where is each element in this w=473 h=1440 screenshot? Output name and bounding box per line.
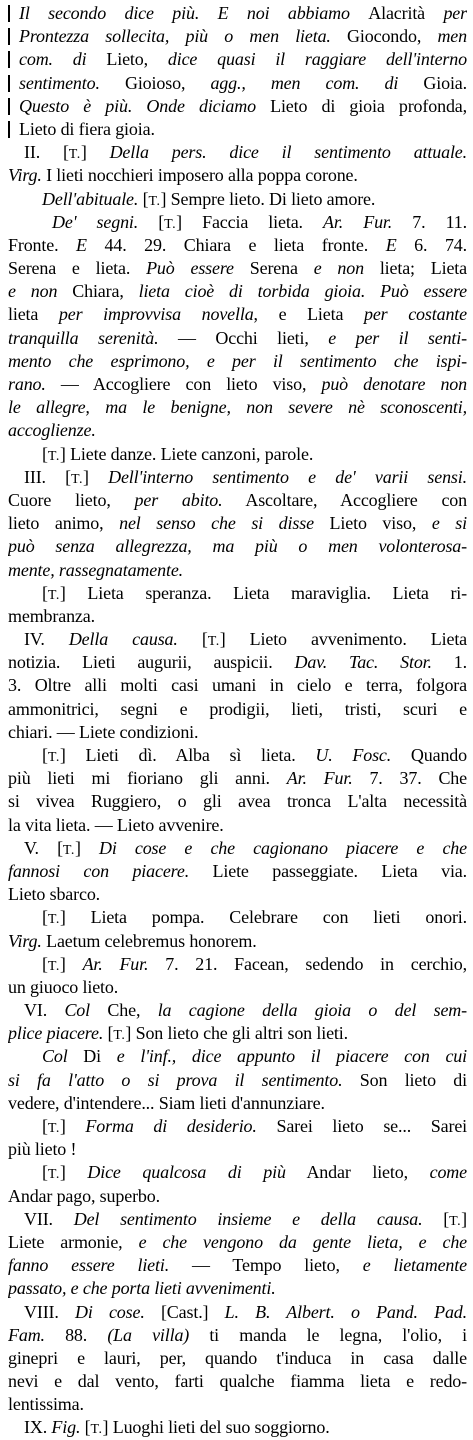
- text-line: un giuoco lieto.: [8, 976, 119, 997]
- margin-rule: [8, 75, 16, 92]
- margin-rule: [8, 51, 16, 68]
- text-line: Col Di e l'inf., dice appunto il piacere con cui: [42, 1046, 467, 1067]
- text-line: chiari. — Liete condizioni.: [8, 721, 199, 742]
- text-line: [T.] Lieti dì. Alba sì lieta. U. Fosc. Quando: [42, 745, 467, 765]
- text-line: sentimento. Gioioso, agg., men com. di Gioia.: [8, 72, 467, 95]
- text-line: plice piacere. [T.] Son lieto che gli altri son lieti.: [8, 1023, 348, 1044]
- text-line: Il secondo dice più. E noi abbiamo Alacrità per: [8, 2, 467, 25]
- text-line: mento che esprimono, e per il sentimento che ispi-: [8, 350, 467, 371]
- margin-rule: [8, 28, 16, 45]
- text-line: si vivea Ruggiero, o gli avea tronca L'alta necessità: [8, 791, 467, 812]
- text-line: Cuore lieto, per abito. Ascoltare, Accogliere con: [8, 489, 467, 510]
- text-line: VIII. Di cose. [Cast.] L. B. Albert. o Pand. Pad.: [24, 1301, 467, 1322]
- text-line: ginepri e lauri, per, quando t'induca in casa dalle: [8, 1347, 467, 1368]
- text-line: lentissima.: [8, 1394, 84, 1415]
- text-line: Virg. I lieti nocchieri imposero alla poppa corone.: [8, 165, 358, 186]
- text-line: notizia. Lieti augurii, auspicii. Dav. Tac. Stor. 1.: [8, 652, 467, 673]
- text-line: com. di Lieto, dice quasi il raggiare dell'interno: [8, 48, 467, 71]
- text-line: VII. Del sentimento insieme e della causa. [T.]: [24, 1208, 467, 1229]
- text-line: III. [T.] Dell'interno sentimento e de' varii sensi.: [24, 466, 467, 487]
- text-line: Andar pago, superbo.: [8, 1185, 160, 1206]
- text-line: [T.] Liete danze. Liete canzoni, parole.: [42, 443, 314, 464]
- text-line: Lieto sbarco.: [8, 884, 101, 905]
- text-line: Dell'abituale. [T.] Sempre lieto. Di lieto amore.: [42, 188, 376, 209]
- text-line: fannosi con piacere. Liete passeggiate. Lieta via.: [8, 860, 467, 881]
- text-line: più lieto !: [8, 1139, 77, 1160]
- text-line: e non Chiara, lieta cioè di torbida gioia. Può essere: [8, 281, 467, 302]
- text-line: De' segni. [T.] Faccia lieta. Ar. Fur. 7. 11.: [52, 211, 467, 232]
- text-line: Liete armonie, e che vengono da gente lieta, e che: [8, 1231, 467, 1252]
- text-line: si fa l'atto o si prova il sentimento. Son lieto di: [8, 1069, 467, 1090]
- text-line: 3. Oltre alli molti casi umani in cielo e terra, folgora: [8, 675, 467, 696]
- text-line: [T.] Forma di desiderio. Sarei lieto se... Sarei: [42, 1116, 467, 1136]
- text-line: più lieti mi fioriano gli anni. Ar. Fur. 7. 37. Che: [8, 768, 467, 789]
- text-line: VI. Col Che, la cagione della gioia o del sem-: [24, 1000, 467, 1021]
- text-line: [T.] Dice qualcosa di più Andar lieto, come: [42, 1162, 467, 1183]
- text-line: Serena e lieta. Può essere Serena e non lieta; Lieta: [8, 258, 467, 279]
- text-line: nevi e dal vento, farti qualche fiamma lieta e redo-: [8, 1371, 467, 1392]
- text-line: V. [T.] Di cose e che cagionano piacere e che: [24, 837, 467, 858]
- text-line: [T.] Lieta pompa. Celebrare con lieti onori.: [42, 907, 467, 928]
- margin-rule: [8, 98, 16, 115]
- text-line: Virg. Laetum celebremus honorem.: [8, 930, 257, 951]
- text-line: Questo è più. Onde diciamo Lieto di gioia profonda,: [8, 95, 467, 118]
- text-line: vedere, d'intendere... Siam lieti d'annunziare.: [8, 1092, 325, 1113]
- text-line: può senza allegrezza, ma più o men volonterosa-: [8, 536, 467, 557]
- text-line: Prontezza sollecita, più o men lieta. Giocondo, men: [8, 25, 467, 48]
- text-line: II. [T.] Della pers. dice il sentimento attuale.: [24, 142, 467, 163]
- text-line: [T.] Ar. Fur. 7. 21. Facean, sedendo in cerchio,: [42, 953, 467, 974]
- text-line: ammonitrici, segni e prodigii, lieti, tristi, scuri e: [8, 698, 467, 719]
- text-line: tranquilla serenità. — Occhi lieti, e per il senti-: [8, 327, 467, 348]
- text-line: accoglienze.: [8, 420, 96, 441]
- entry-text-column: [8, 2, 467, 1440]
- text-line: IV. Della causa. [T.] Lieto avvenimento. Lieta: [24, 629, 467, 650]
- margin-rule: [8, 5, 16, 22]
- text-line: la vita lieta. — Lieto avvenire.: [8, 814, 224, 835]
- text-line: [T.] Lieta speranza. Lieta maraviglia. Lieta ri-: [42, 582, 467, 603]
- text-line: fanno essere lieti. — Tempo lieto, e lietamente: [8, 1255, 467, 1276]
- text-line: Fam. 88. (La villa) ti manda le legna, l'olio, i: [8, 1324, 467, 1345]
- margin-rule: [8, 121, 16, 138]
- text-line: membranza.: [8, 605, 95, 626]
- text-line: lieto animo, nel senso che si disse Lieto viso, e si: [8, 513, 467, 534]
- text-line: le allegre, ma le benigne, non severe nè sconoscenti,: [8, 397, 467, 418]
- text-line: Fronte. E 44. 29. Chiara e lieta fronte. E 6. 74.: [8, 234, 467, 255]
- text-line: lieta per improvvisa novella, e Lieta per costante: [8, 304, 467, 325]
- text-line: Lieto di fiera gioia.: [8, 118, 467, 141]
- text-line: IX. Fig. [T.] Luoghi lieti del suo soggiorno.: [24, 1417, 330, 1438]
- text-line: passato, e che porta lieti avvenimenti.: [8, 1278, 276, 1299]
- text-line: rano. — Accogliere con lieto viso, può denotare non: [8, 374, 467, 394]
- text-line: mente, rassegnatamente.: [8, 559, 184, 580]
